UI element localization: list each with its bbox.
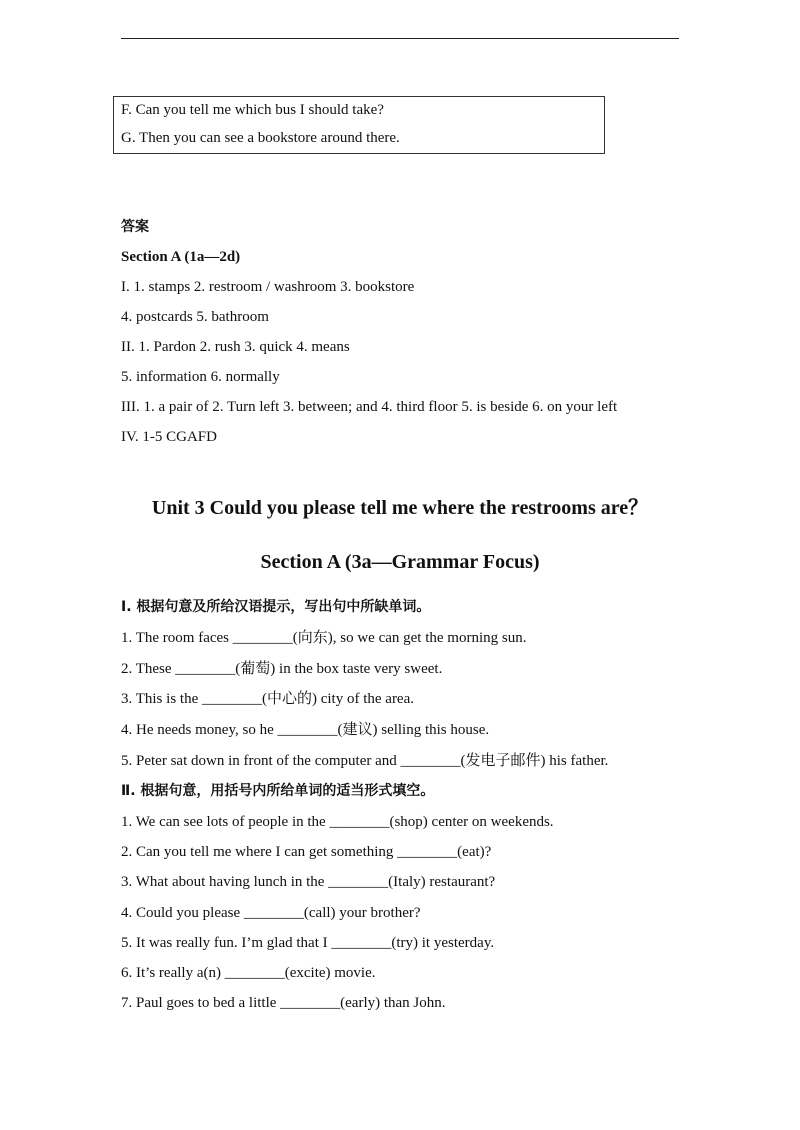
exercise-item: 3. What about having lunch in the ________(Italy) restaurant? bbox=[121, 874, 496, 890]
answer-line: IV. 1-5 CGAFD bbox=[121, 429, 217, 445]
answer-line: 5. information 6. normally bbox=[121, 369, 280, 385]
answers-title: 答案 bbox=[121, 219, 149, 235]
exercise-item: 4. Could you please ________(call) your brother? bbox=[121, 905, 421, 921]
exercise-item: 1. The room faces ________(向东), so we can get the morning sun. bbox=[121, 630, 527, 646]
exercise-item: 4. He needs money, so he ________(建议) selling this house. bbox=[121, 722, 490, 738]
exercise-item: 1. We can see lots of people in the ________(shop) center on weekends. bbox=[121, 814, 554, 830]
answer-line: II. 1. Pardon 2. rush 3. quick 4. means bbox=[121, 339, 350, 355]
answers-section-title: Section A (1a—2d) bbox=[121, 249, 241, 265]
exercise-item: 2. Can you tell me where I can get something ________(eat)? bbox=[121, 844, 492, 860]
options-box bbox=[113, 96, 605, 154]
exercise-item: 5. Peter sat down in front of the computer and ________(发电子邮件) his father. bbox=[121, 753, 609, 769]
exercise-item: 5. It was really fun. I’m glad that I ________(try) it yesterday. bbox=[121, 935, 495, 951]
option-f: F. Can you tell me which bus I should take? bbox=[121, 102, 384, 118]
option-g: G. Then you can see a bookstore around there. bbox=[121, 130, 400, 146]
unit-title: Unit 3 Could you please tell me where the restrooms are？ bbox=[151, 497, 649, 519]
part1-heading: Ⅰ. 根据句意及所给汉语提示，写出句中所缺单词。 bbox=[121, 599, 431, 615]
answer-line: 4. postcards 5. bathroom bbox=[121, 309, 269, 325]
part2-heading: Ⅱ. 根据句意，用括号内所给单词的适当形式填空。 bbox=[121, 783, 435, 799]
answer-line: III. 1. a pair of 2. Turn left 3. between; and 4. third floor 5. is beside 6. on your left bbox=[121, 399, 618, 415]
exercise-item: 2. These ________(葡萄) in the box taste very sweet. bbox=[121, 661, 443, 677]
exercise-item: 3. This is the ________(中心的) city of the area. bbox=[121, 691, 414, 707]
exercise-item: 7. Paul goes to bed a little ________(early) than John. bbox=[121, 995, 446, 1011]
section-title: Section A (3a—Grammar Focus) bbox=[260, 551, 540, 573]
exercise-item: 6. It’s really a(n) ________(excite) movie. bbox=[121, 965, 376, 981]
header-rule bbox=[121, 38, 679, 39]
answer-line: I. 1. stamps 2. restroom / washroom 3. bookstore bbox=[121, 279, 415, 295]
